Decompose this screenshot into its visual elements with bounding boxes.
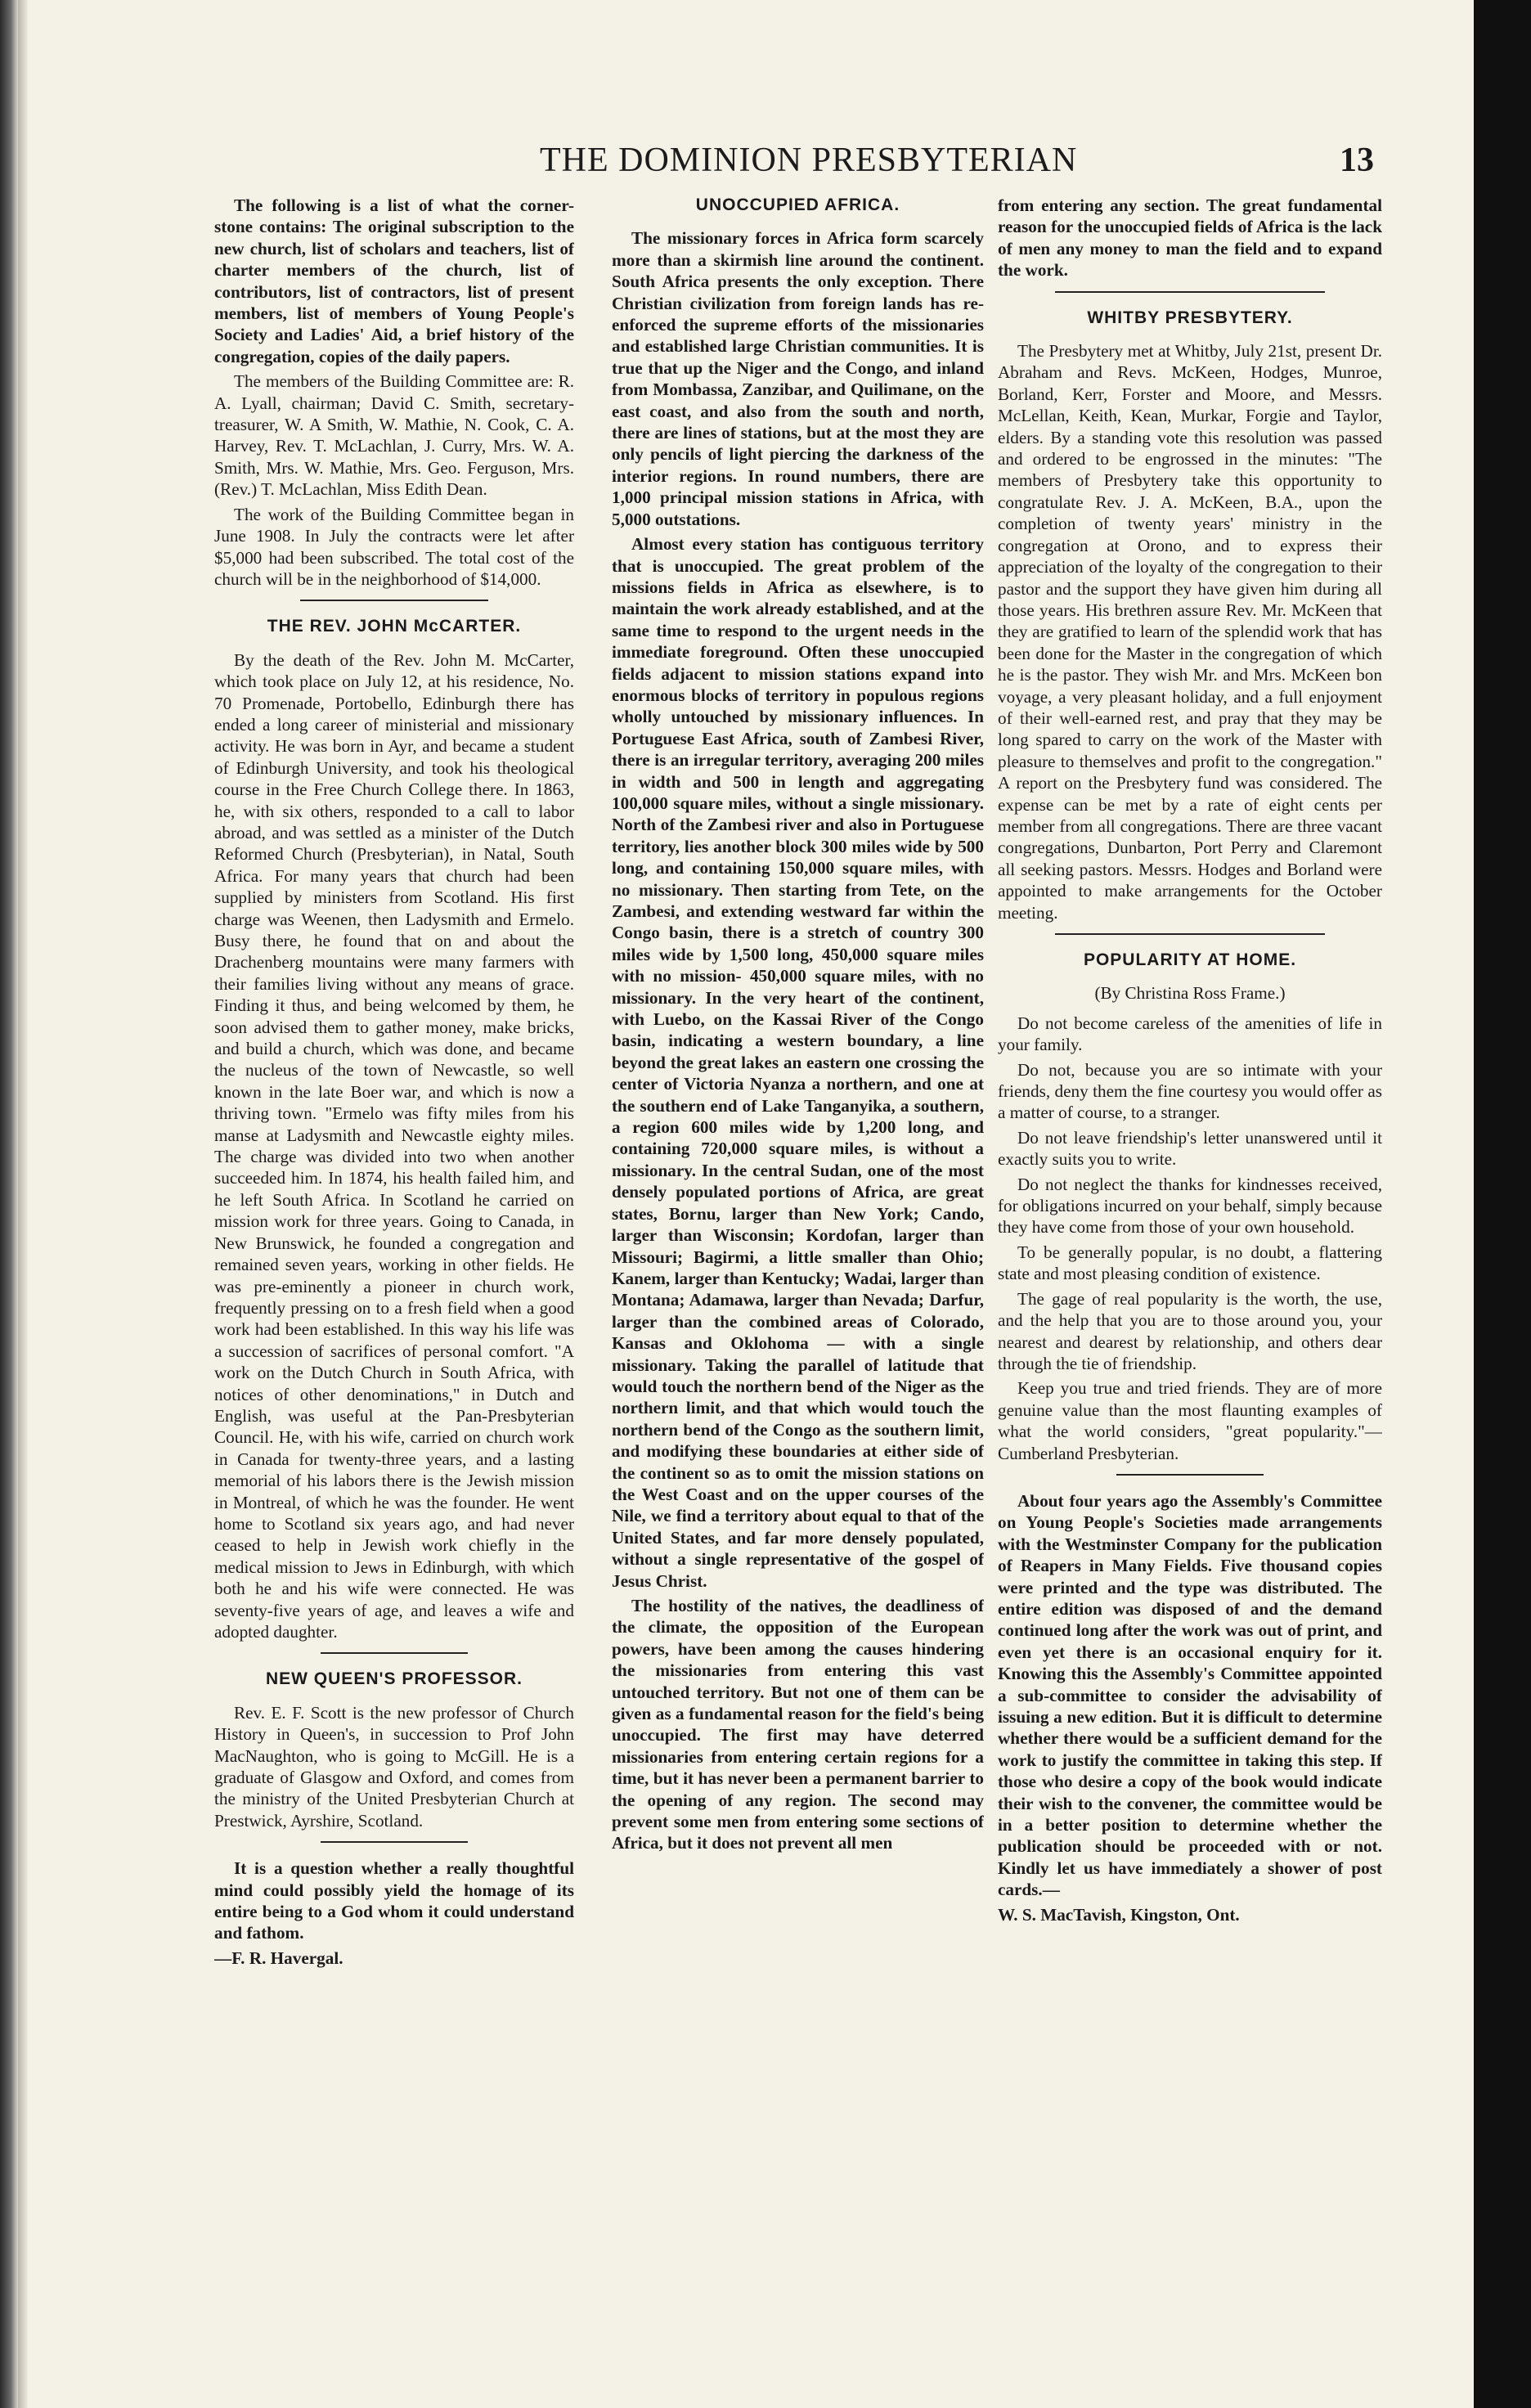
reapers-notice: About four years ago the Assembly's Committee on Young People's Societies made arrangements with the Westminster Company for the publication of Reapers in Many Fields. Five thousand copies were printed and the type was distributed. The entire edition was disposed of and the demand continued long after the work was out of print, and even yet there is an occasional enquiry for it. Knowing this the Assembly's Committee appointed a sub-committee to consider the advisability of issuing a new edition. But it is difficult to determine whether there would be a sufficient demand for the work to justify the committee in taking this step. If those who desire a copy of the book would indicate their wish to the convener, the committee would be in a better position to determine whether the publication should be proceeded with or not. Kindly let us have immediately a shower of post cards.— [998,1490,1382,1900]
popularity-paragraph: Do not neglect the thanks for kindnesses received, for obligations incurred on your behalf, simply because they have come from those of your own household. [998,1174,1382,1238]
section-divider [300,600,488,601]
scan-border [1474,0,1531,2408]
africa-continuation: from entering any section. The great fundamental reason for the unoccupied fields of Africa is the lack of men any money to man the field and to expand the work. [998,195,1382,281]
popularity-heading: POPULARITY AT HOME. [1083,950,1297,969]
popularity-paragraph: To be generally popular, is no doubt, a flattering state and most pleasing condition of existence. [998,1242,1382,1284]
africa-paragraph-3: The hostility of the natives, the deadliness of the climate, the opposition of the European powers, have been among the causes hindering the missionaries from entering this vast untouched territory. But not one of them can be given as a fundamental reason for the field's being unoccupied. The first may have deterred missionaries from entering certain regions for a time, but it has never been a permanent barrier to the opening of any region. The second may prevent some men from entering some sections of Africa, but it does not prevent all men [612,1596,984,1853]
section-divider [321,1841,468,1843]
popularity-paragraph: Do not, because you are so intimate with your friends, deny them the fine courtesy you would offer as a matter of course, to a stranger. [998,1059,1382,1123]
popularity-paragraph: Do not leave friendship's letter unanswered until it exactly suits you to write. [998,1127,1382,1170]
quote-attribution: —F. R. Havergal. [214,1948,343,1968]
section-divider [1116,1474,1264,1476]
page-number: 13 [1340,142,1374,179]
whitby-heading: WHITBY PRESBYTERY. [1087,308,1293,327]
africa-heading: UNOCCUPIED AFRICA. [695,195,900,214]
whitby-article: The Presbytery met at Whitby, July 21st, present Dr. Abraham and Revs. McKeen, Hodges, Munroe, Borland, Kerr, Forster and Moore, and Messrs. McLellan, Keith, Kean, Murkar, Forgie and Taylor, elders. By a standing vote this resolution was passed and ordered to be engrossed in the minutes: "The members of Presbytery take this opportunity to congratulate Rev. J. A. McKeen, B.A., upon the completion of twenty years' ministry in the congregation at Orono, and to express their appreciation of the loyalty of the congregation to their pastor and the support they have given him during all those years. His brethren assure Rev. Mr. McKeen that they are gratified to learn of the splendid work that has been done for the Master in the congregation of which he is the pastor. They wish Mr. and Mrs. McKeen bon voyage, a very pleasant holiday, and a full enjoyment of their well-earned rest, and pray that they may be long spared to carry on the work of the Master with pleasure to themselves and profit to the congregation." A report on the Presbytery fund was considered. The expense can be met by a rate of eight cents per member from all congregations. There are three vacant congregations, Dunbarton, Port Perry and Claremont all seeking pastors. Messrs. Hodges and Borland were appointed to make arrangements for the October meeting. [998,341,1382,923]
running-title: THE DOMINION PRESBYTERIAN [540,142,1078,179]
popularity-paragraph: The gage of real popularity is the worth, the use, and the help that you are to those around you, your nearest and dearest by relationship, and others dear through the tie of friendship. [998,1288,1382,1373]
section-divider [321,1652,468,1654]
popularity-byline: (By Christina Ross Frame.) [1094,983,1286,1004]
cornerstone-paragraph: The following is a list of what the corner-stone contains: The original subscription to the new church, list of scholars and teachers, list of charter members of the church, list of contributors, list of contractors, list of present members, list of members of Young People's Society and Ladies' Aid, a brief history of the congregation, copies of the daily papers. [214,195,574,366]
column-left [214,195,574,2343]
mccarter-article: By the death of the Rev. John M. McCarter, which took place on July 12, at his residence, No. 70 Promenade, Portobello, Edinburgh there has ended a long career of ministerial and missionary activity. He was born in Ayr, and became a student of Edinburgh University, and took his theological course in the Free Church College there. In 1863, he, with six others, responded to a call to labor abroad, and was settled as a minister of the Dutch Reformed Church (Presbyterian), in Natal, South Africa. For many years that church had been supplied by ministers from Scotland. His first charge was Weenen, then Ladysmith and Ermelo. Busy there, he found that on and about the Drachenberg mountains were many farmers with their families living without any means of grace. Finding it thus, and being welcomed by them, he soon advised them to gather money, make bricks, and build a church, which was done, and became the nucleus of the town of Newcastle, so well known in the late Boer war, and which is now a thriving town. "Ermelo was fifty miles from his manse at Ladysmith and Newcastle eighty miles. The charge was divided into two when another succeeded him. In 1874, his health failed him, and he left South Africa. In Scotland he carried on mission work for three years. Going to Canada, in New Brunswick, he founded a congregation and remained seven years, working in other fields. He was pre-eminently a pioneer in church work, frequently pressing on to a fresh field when a good work had been established. In this way his life was a succession of sacrifices of personal comfort. "A work on the Dutch Church in South Africa, with notices of other denominations," in Dutch and English, was useful at the Pan-Presbyterian Council. He, with his wife, carried on church work in Canada for twenty-three years, and a lasting memorial of his labors there is the Jewish mission in Montreal, of which he was the founder. He went home to Scotland six years ago, and had never ceased to help in Jewish work chiefly in the medical mission to Jews in Edinburgh, with which both he and his wife were connected. He was seventy-five years of age, and leaves a wife and adopted daughter. [214,649,574,1642]
section-divider [1055,291,1325,293]
africa-paragraph-2: Almost every station has contiguous territory that is unoccupied. The great problem of the missions fields in Africa as elsewhere, is to maintain the work already established, and at the same time to respond to the urgent needs in the immediate foreground. Often these unoccupied fields adjacent to mission stations expand into enormous blocks of territory in populous regions wholly untouched by missionary influences. In Portuguese East Africa, south of Zambesi River, there is an irregular territory, averaging 200 miles in width and 500 in length and aggregating 100,000 square miles, without a single missionary. North of the Zambesi river and also in Portuguese territory, lies another block 300 miles wide by 500 long, and containing 150,000 square miles, with no missionary. Then starting from Tete, on the Zambesi, and extending westward far within the Congo basin, there is a stretch of country 300 miles wide by 1,500 long, 450,000 square miles with no mission- 450,000 square miles, with no missionary. In the very heart of the continent, with Luebo, on the Kassai River of the Congo basin, indicating a western boundary, a line beyond the great lakes an eastern one crossing the center of Victoria Nyanza a northern, and one at the southern end of Lake Tanganyika, a southern, a region 600 miles wide by 1,200 long, and containing 720,000 square miles, is without a missionary. In the central Sudan, one of the most densely populated portions of Africa, are great states, Bornu, larger than New York; Cando, larger than Wisconsin; Kordofan, larger than Missouri; Bagirmi, a little smaller than Ohio; Kanem, larger than Kentucky; Wadai, larger than Montana; Adamawa, larger than Nevada; Darfur, larger than the combined areas of Colorado, Kansas and Oklohoma — with a single missionary. Taking the parallel of latitude that would touch the northern bend of the Niger as the northern limit, and that which would touch the northern bend of the Congo as the southern limit, and modifying these boundaries at either side of the continent so as to omit the mission stations on the West Coast and on the upper courses of the Nile, we find a territory about equal to that of the United States, and far more densely populated, without a single representative of the gospel of Jesus Christ. [612,534,984,1591]
column-middle [612,195,984,2343]
page-header [204,141,1390,190]
page-gutter-shadow [0,0,18,2408]
committee-paragraph: The members of the Building Committee are: R. A. Lyall, chairman; David C. Smith, secretary-treasurer, W. A Smith, W. Mathie, N. Cook, C. A. Harvey, Rev. T. McLachlan, J. Curry, Mrs. W. A. Smith, Mrs. W. Mathie, Mrs. Geo. Ferguson, Mrs. (Rev.) T. McLachlan, Miss Edith Dean. [214,371,574,500]
building-paragraph: The work of the Building Committee began in June 1908. In July the contracts were let after $5,000 had been subscribed. The total cost of the church will be in the neighborhood of $14,000. [214,504,574,589]
popularity-paragraph: Keep you true and tried friends. They are of more genuine value than the most flaunting examples of what the world considers, "great popularity."—Cumberland Presbyterian. [998,1378,1382,1463]
reapers-signature: W. S. MacTavish, Kingston, Ont. [998,1904,1240,1925]
professor-heading: NEW QUEEN'S PROFESSOR. [265,1669,523,1689]
section-divider [1055,933,1325,935]
mccarter-heading: THE REV. JOHN McCARTER. [267,617,522,636]
professor-article: Rev. E. F. Scott is the new professor of Church History in Queen's, in succession to Prof John MacNaughton, who is going to McGill. He is a graduate of Glasgow and Oxford, and comes from the ministry of the United Presbyterian Church at Prestwick, Ayrshire, Scotland. [214,1702,574,1831]
column-right [998,195,1382,2343]
havergal-quote [214,1858,574,1969]
page-gutter-fold [18,0,28,2408]
popularity-paragraph: Do not become careless of the amenities of life in your family. [998,1013,1382,1055]
quote-text: It is a question whether a really thoughtful mind could possibly yield the homage of its entire being to a God whom it could understand and fathom. [214,1858,574,1943]
africa-paragraph-1: The missionary forces in Africa form scarcely more than a skirmish line around the continent. South Africa presents the only exception. There Christian civilization from foreign lands has re-enforced the supreme efforts of the missionaries and established large Christian communities. It is true that up the Niger and the Congo, and inland from Mombassa, Zanzibar, and Quilimane, on the east coast, and also from the south and north, there are lines of stations, but at the most they are only pencils of light piercing the darkness of the interior regions. In round numbers, there are 1,000 principal mission stations in Africa, with 5,000 outstations. [612,228,984,529]
